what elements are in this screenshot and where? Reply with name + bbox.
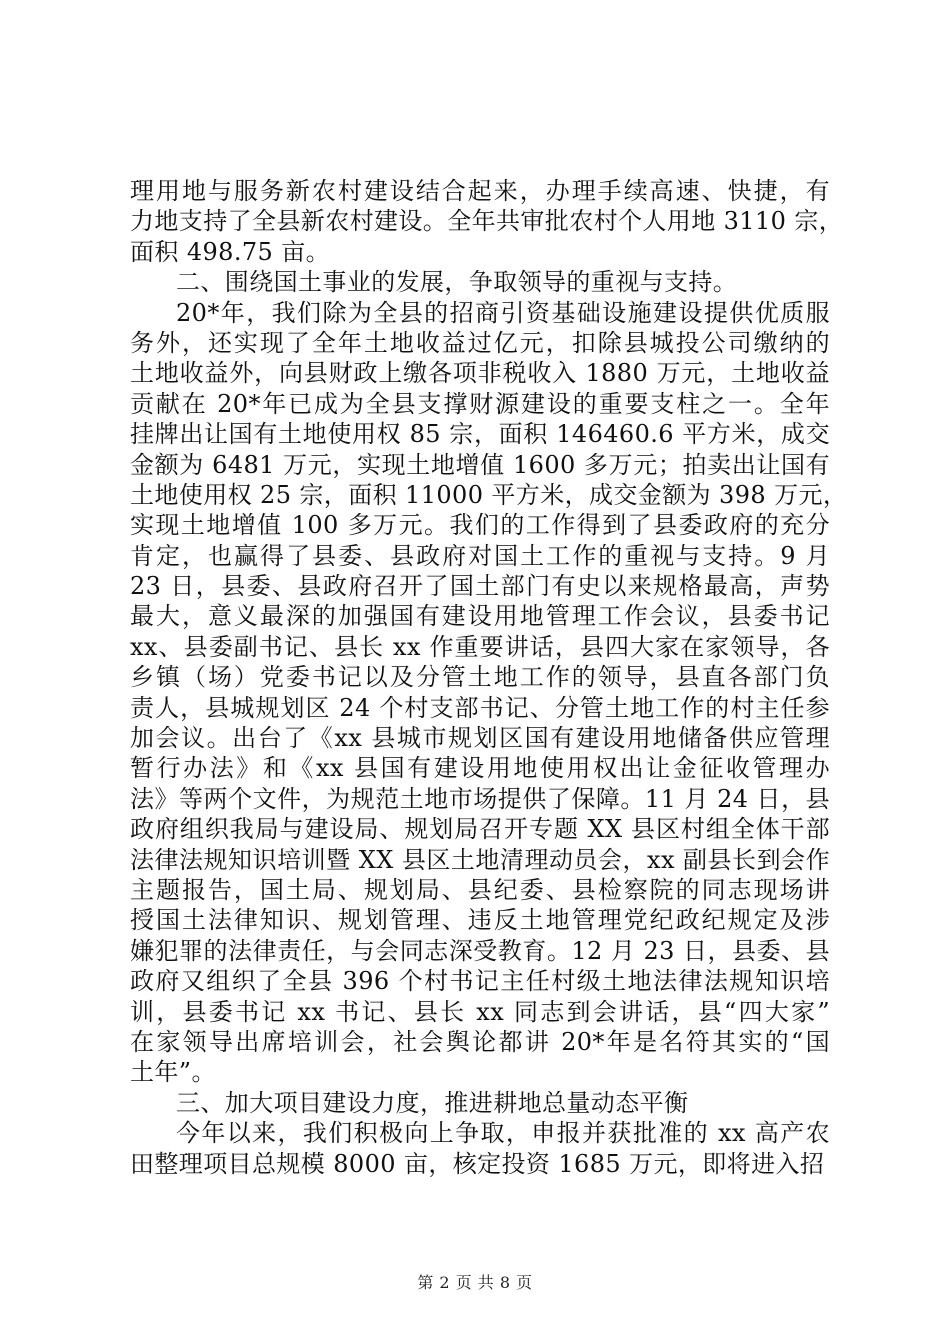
- paragraph: [130, 267, 830, 297]
- text-line: 实现土地增值 100 多万元。我们的工作得到了县委政府的充分: [130, 511, 830, 540]
- text-line: 暂行办法》和《xx 县国有建设用地使用权出让金征收管理办: [130, 754, 830, 783]
- text-line: 今年以来，我们积极向上争取，申报并获批准的 xx 高产农: [176, 1119, 830, 1148]
- paragraph: [130, 176, 844, 267]
- text-line: 最大，意义最深的加强国有建设用地管理工作会议，县委书记: [130, 602, 830, 631]
- text-line: 政府组织我局与建设局、规划局召开专题 XX 县区村组全体干部: [130, 815, 830, 844]
- text-line: 法律法规知识培训暨 XX 县区土地清理动员会，xx 副县长到会作: [130, 845, 830, 874]
- text-line: 加会议。出台了《xx 县城市规划区国有建设用地储备供应管理: [130, 724, 830, 753]
- text-line: 力地支持了全县新农村建设。全年共审批农村个人用地 3110 宗，: [130, 207, 844, 236]
- text-line: 23 日，县委、县政府召开了国土部门有史以来规格最高，声势: [130, 572, 830, 601]
- text-line: 训，县委书记 xx 书记、县长 xx 同志到会讲话，县“四大家”: [130, 997, 830, 1026]
- text-line: 理用地与服务新农村建设结合起来，办理手续高速、快捷，有: [130, 177, 830, 205]
- text-line: 田整理项目总规模 8000 亩，核定投资 1685 万元，即将进入招: [130, 1149, 825, 1178]
- text-line: 主题报告，国土局、规划局、县纪委、县检察院的同志现场讲: [130, 875, 830, 904]
- text-line: 20*年，我们除为全县的招商引资基础设施建设提供优质服: [176, 298, 830, 327]
- text-line: xx、县委副书记、县长 xx 作重要讲话，县四大家在家领导，各: [130, 632, 830, 661]
- text-line: 在家领导出席培训会，社会舆论都讲 20*年是名符其实的“国: [130, 1027, 830, 1056]
- text-line: 金额为 6481 万元，实现土地增值 1600 多万元；拍卖出让国有: [130, 450, 830, 479]
- text-line: 授国土法律知识、规划管理、违反土地管理党纪政纪规定及涉: [130, 906, 830, 935]
- text-line: 土年”。: [130, 1058, 216, 1087]
- paragraph: [130, 1088, 830, 1118]
- text-line: 挂牌出让国有土地使用权 85 宗，面积 146460.6 平方米，成交: [130, 420, 830, 449]
- text-line: 乡镇（场）党委书记以及分管土地工作的领导，县直各部门负: [130, 663, 830, 692]
- document-body: [130, 176, 848, 1179]
- text-line: 三、加大项目建设力度，推进耕地总量动态平衡: [176, 1088, 689, 1117]
- text-line: 土地收益外，向县财政上缴各项非税收入 1880 万元，土地收益: [130, 359, 830, 388]
- text-line: 嫌犯罪的法律责任，与会同志深受教育。12 月 23 日，县委、县: [130, 936, 830, 965]
- text-line: 政府又组织了全县 396 个村书记主任村级土地法律法规知识培: [130, 967, 830, 996]
- text-line: 二、围绕国土事业的发展，争取领导的重视与支持。: [176, 268, 738, 297]
- text-line: 肯定，也赢得了县委、县政府对国土工作的重视与支持。9 月: [130, 541, 830, 570]
- text-line: 务外，还实现了全年土地收益过亿元，扣除县城投公司缴纳的: [130, 328, 830, 357]
- text-line: 贡献在 20*年已成为全县支撑财源建设的重要支柱之一。全年: [130, 389, 830, 418]
- text-line: 法》等两个文件，为规范土地市场提供了保障。11 月 24 日，县: [130, 784, 830, 813]
- text-line: 责人，县城规划区 24 个村支部书记、分管土地工作的村主任参: [130, 693, 830, 722]
- paragraph: [130, 298, 848, 1088]
- paragraph: [130, 1118, 830, 1179]
- page-footer: 第 2 页 共 8 页: [417, 1273, 533, 1292]
- text-line: 土地使用权 25 宗，面积 11000 平方米，成交金额为 398 万元，: [130, 480, 848, 509]
- text-line: 面积 498.75 亩。: [130, 237, 331, 266]
